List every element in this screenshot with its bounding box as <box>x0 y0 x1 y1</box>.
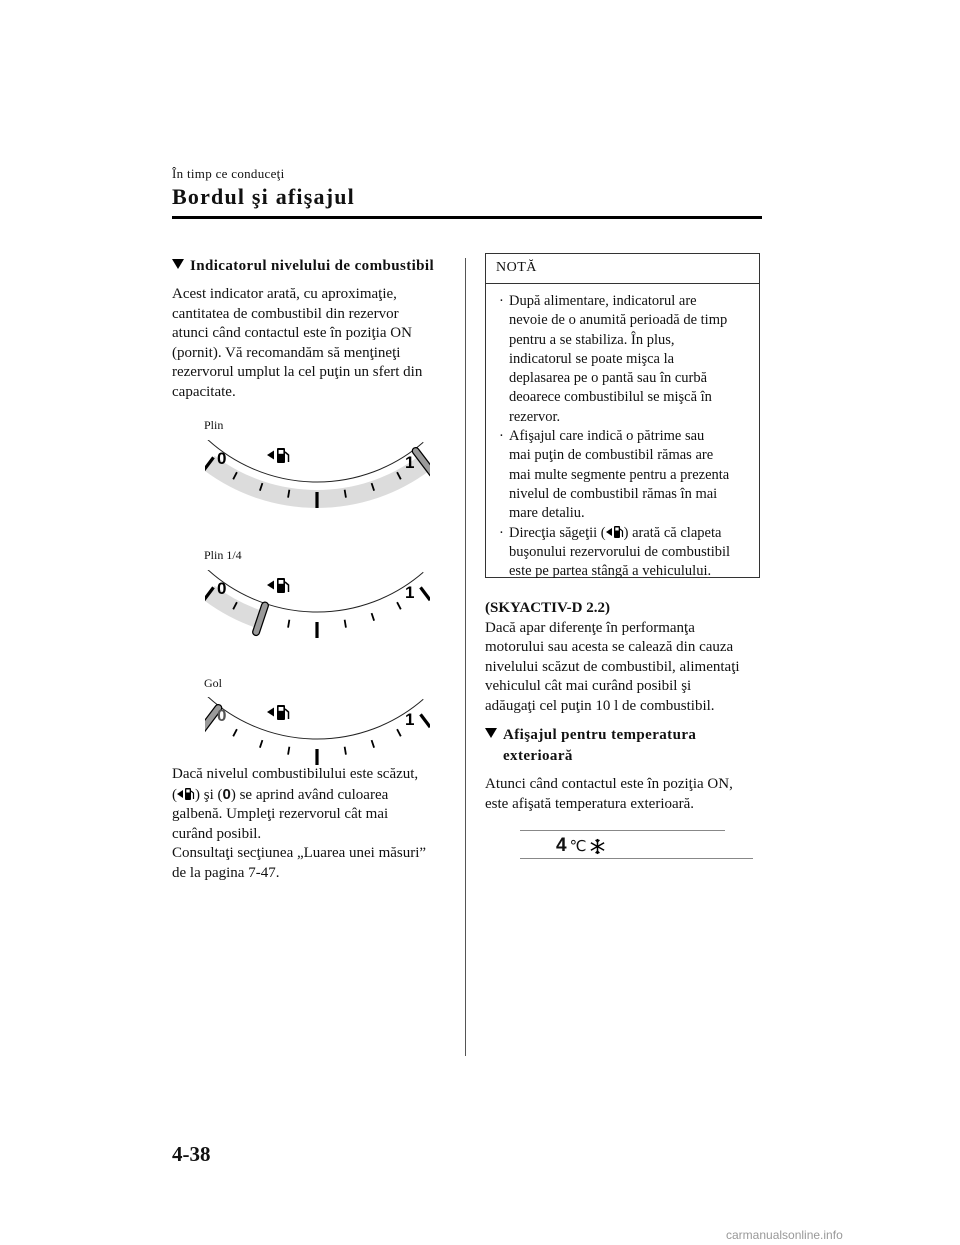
gauge-tick <box>372 613 375 621</box>
gauge-tick <box>421 714 430 727</box>
temp-display-bottom-line <box>520 858 753 859</box>
temp-unit: ℃ <box>569 837 587 855</box>
gauge-caption-full: Plin <box>204 418 224 432</box>
note-item: · După alimentare, indicatorul are nevoie de o anumită perioadă de timp pentru a se stabiliza. În plus, indicatorul se poate mişca la deplasarea pe o pantă sau în curbă deoarece combustibilul se mişcă în rezervor. <box>499 293 728 425</box>
gauge-caption-quarter: Plin 1/4 <box>204 548 242 562</box>
gauge-label-one: 1 <box>405 583 415 602</box>
note-divider <box>486 283 759 284</box>
triangle-bullet-icon <box>485 728 497 738</box>
gauge-tick <box>288 747 289 755</box>
note-title: NOTĂ <box>496 260 537 275</box>
note-box <box>485 253 760 578</box>
gauge-tick <box>345 747 346 755</box>
footer-watermark: carmanualsonline.info <box>726 1228 843 1242</box>
gauge-label-zero: 0 <box>217 449 227 468</box>
gauge-tick <box>372 740 375 748</box>
bullet-dot: · <box>499 428 504 445</box>
gauge-tick <box>397 602 401 609</box>
column-divider <box>465 258 466 1056</box>
snowflake-icon <box>589 838 606 855</box>
gauge-tick <box>260 740 263 748</box>
skyactiv-heading: (SKYACTIV-D 2.2) <box>485 600 611 616</box>
fuel-gauge-quarter <box>205 570 430 640</box>
page-number: 4-38 <box>172 1142 211 1166</box>
gauge-tick <box>345 620 346 628</box>
chapter-title: Bordul şi afişajul <box>172 184 355 209</box>
gauge-tick <box>397 729 401 736</box>
fuel-gauge-full <box>205 440 430 510</box>
chapter-label: În timp ce conduceţi <box>172 166 285 181</box>
zero-symbol: 0 <box>222 785 231 803</box>
temp-display-top-line <box>520 830 725 831</box>
bullet-dot: · <box>499 524 504 541</box>
fuel-intro-paragraph: Acest indicator arată, cu aproximaţie, cantitatea de combustibil din rezervor atunci când contactul este în poziţia ON (pornit). Vă recomandăm să menţineţi rezervorul umplut la cel puţin un sfert din capacitate. <box>172 286 423 400</box>
temp-value: 4 <box>556 835 567 856</box>
gauge-label-zero: 0 <box>217 706 227 725</box>
gauge-arc <box>205 697 423 739</box>
fuel-pump-arrow-icon <box>177 787 195 801</box>
fuel-pump-arrow-icon <box>606 525 624 539</box>
note-list <box>486 292 749 581</box>
note-item: · Afişajul care indică o pătrime sau mai puţin de combustibil rămas are mai multe segmente pentru a prezenta nivelul de combustibil rămas în mai mare detaliu. <box>499 428 730 522</box>
skyactiv-section: (SKYACTIV-D 2.2) Dacă apar diferenţe în performanţa motorului sau acesta se calează din cauza nivelului scăzut de combustibil, alimentaţi vehiculul cât mai curând posibil şi adăugaţi cel puţin 10 l de combustibil. <box>485 600 740 714</box>
gauge-label-one: 1 <box>405 453 415 472</box>
low-fuel-paragraph: Dacă nivelul combustibilului este scăzut, ( ) şi (0) se aprind având culoarea galbenă. Umpleţi rezervorul cât mai curând posibil. Consultaţi secţiunea „Luarea unei măsuri” de la pagina 7-47. <box>172 766 427 881</box>
gauge-tick <box>421 587 430 600</box>
gauge-tick <box>288 490 289 498</box>
bullet-dot: · <box>499 293 504 309</box>
gauge-tick <box>345 490 346 498</box>
fuel-pump-icon <box>267 705 289 720</box>
header-rule <box>172 216 762 219</box>
outside-temp-paragraph: Atunci când contactul este în poziţia ON, este afişată temperatura exterioară. <box>485 776 733 812</box>
triangle-bullet-icon <box>172 259 184 269</box>
fuel-pump-icon <box>267 448 289 463</box>
temp-display <box>556 835 606 857</box>
gauge-caption-empty: Gol <box>204 676 222 690</box>
low-fuel-symbols-line: ( ) şi (0) se aprind având culoarea <box>172 785 389 803</box>
gauge-label-one: 1 <box>405 710 415 729</box>
gauge-tick <box>288 620 289 628</box>
outside-temp-heading: Afişajul pentru temperatura exterioară <box>485 725 696 767</box>
gauge-tick <box>233 729 237 736</box>
gauge-label-zero: 0 <box>217 579 227 598</box>
note-item: · Direcţia săgeţii ( ) arată că clapeta buşonului rezervorului de combustibil este pe partea stângă a vehiculului. <box>499 524 731 580</box>
fuel-gauge-empty <box>205 697 430 767</box>
fuel-gauge-heading: Indicatorul nivelului de combustibil <box>172 256 434 277</box>
fuel-pump-icon <box>267 578 289 593</box>
